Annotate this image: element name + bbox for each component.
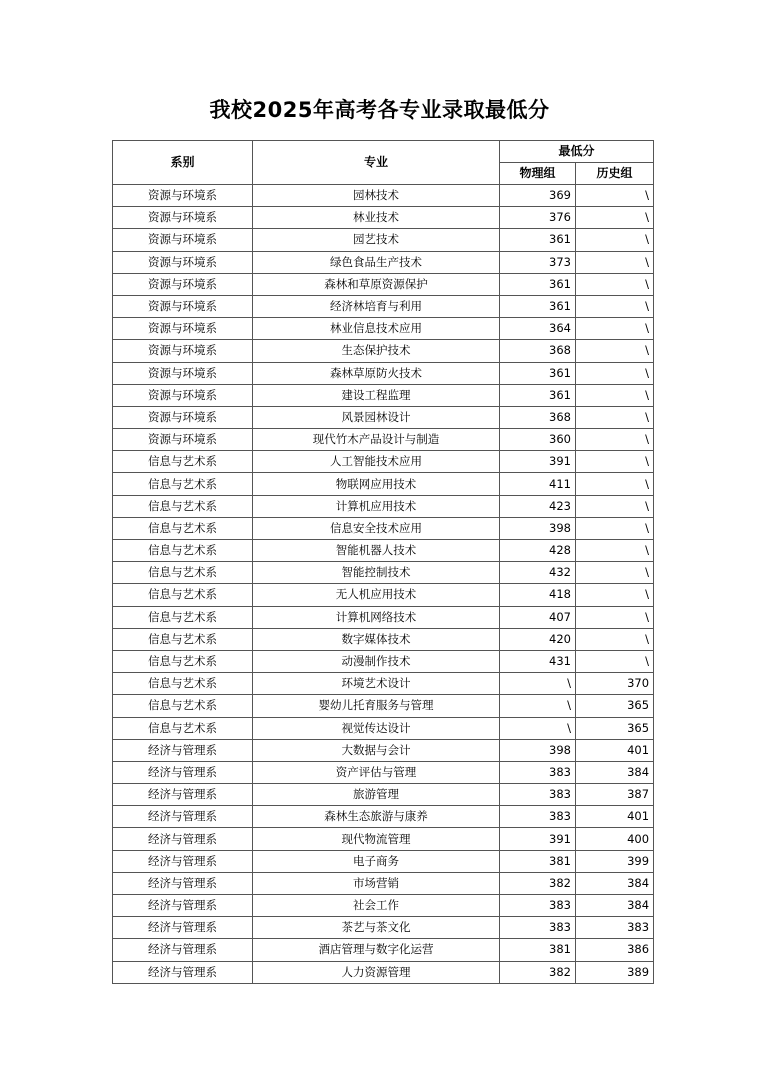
physics-score-cell: 373 [500, 251, 576, 273]
physics-score-cell: 361 [500, 273, 576, 295]
history-score-cell: \ [576, 451, 654, 473]
dept-cell: 资源与环境系 [113, 384, 253, 406]
history-score-cell: \ [576, 650, 654, 672]
table-row [113, 406, 654, 428]
dept-cell: 信息与艺术系 [113, 673, 253, 695]
major-cell: 森林和草原资源保护 [253, 273, 500, 295]
physics-score-cell: 423 [500, 495, 576, 517]
table-row [113, 295, 654, 317]
dept-cell: 经济与管理系 [113, 761, 253, 783]
history-score-cell: \ [576, 584, 654, 606]
physics-score-cell: 420 [500, 628, 576, 650]
dept-cell: 资源与环境系 [113, 340, 253, 362]
history-score-cell: 386 [576, 939, 654, 961]
physics-score-cell: 364 [500, 318, 576, 340]
history-score-cell: \ [576, 229, 654, 251]
table-row [113, 828, 654, 850]
major-cell: 数字媒体技术 [253, 628, 500, 650]
table-row [113, 650, 654, 672]
major-cell: 资产评估与管理 [253, 761, 500, 783]
major-cell: 酒店管理与数字化运营 [253, 939, 500, 961]
table-row [113, 961, 654, 983]
history-score-cell: 384 [576, 872, 654, 894]
page-title: 我校2025年高考各专业录取最低分 [209, 98, 550, 122]
table-row [113, 273, 654, 295]
major-cell: 森林草原防火技术 [253, 362, 500, 384]
dept-cell: 经济与管理系 [113, 739, 253, 761]
major-cell: 绿色食品生产技术 [253, 251, 500, 273]
dept-cell: 信息与艺术系 [113, 473, 253, 495]
history-score-cell: 387 [576, 784, 654, 806]
table-row [113, 673, 654, 695]
history-score-cell: \ [576, 406, 654, 428]
dept-cell: 信息与艺术系 [113, 540, 253, 562]
dept-cell: 经济与管理系 [113, 961, 253, 983]
history-score-cell: 401 [576, 739, 654, 761]
history-score-cell: 389 [576, 961, 654, 983]
dept-cell: 资源与环境系 [113, 362, 253, 384]
dept-cell: 资源与环境系 [113, 429, 253, 451]
dept-cell: 信息与艺术系 [113, 517, 253, 539]
physics-score-cell: 368 [500, 340, 576, 362]
major-cell: 人工智能技术应用 [253, 451, 500, 473]
table-row [113, 761, 654, 783]
major-cell: 林业技术 [253, 207, 500, 229]
history-score-cell: \ [576, 473, 654, 495]
major-cell: 建设工程监理 [253, 384, 500, 406]
table-row [113, 895, 654, 917]
dept-cell: 信息与艺术系 [113, 584, 253, 606]
header-history: 历史组 [576, 163, 654, 185]
major-cell: 智能控制技术 [253, 562, 500, 584]
major-cell: 社会工作 [253, 895, 500, 917]
admission-score-table [112, 140, 654, 984]
table-row [113, 451, 654, 473]
major-cell: 婴幼儿托育服务与管理 [253, 695, 500, 717]
history-score-cell: \ [576, 362, 654, 384]
dept-cell: 资源与环境系 [113, 251, 253, 273]
major-cell: 茶艺与茶文化 [253, 917, 500, 939]
dept-cell: 资源与环境系 [113, 406, 253, 428]
history-score-cell: \ [576, 495, 654, 517]
history-score-cell: \ [576, 429, 654, 451]
major-cell: 动漫制作技术 [253, 650, 500, 672]
table-row [113, 939, 654, 961]
major-cell: 视觉传达设计 [253, 717, 500, 739]
table-row [113, 229, 654, 251]
table-row [113, 806, 654, 828]
history-score-cell: \ [576, 251, 654, 273]
major-cell: 环境艺术设计 [253, 673, 500, 695]
table-row [113, 717, 654, 739]
history-score-cell: \ [576, 185, 654, 207]
major-cell: 大数据与会计 [253, 739, 500, 761]
dept-cell: 资源与环境系 [113, 207, 253, 229]
major-cell: 现代物流管理 [253, 828, 500, 850]
dept-cell: 信息与艺术系 [113, 695, 253, 717]
dept-cell: 资源与环境系 [113, 229, 253, 251]
dept-cell: 经济与管理系 [113, 850, 253, 872]
major-cell: 物联网应用技术 [253, 473, 500, 495]
physics-score-cell: 398 [500, 517, 576, 539]
physics-score-cell: \ [500, 695, 576, 717]
physics-score-cell: 381 [500, 850, 576, 872]
physics-score-cell: 383 [500, 761, 576, 783]
physics-score-cell: 383 [500, 917, 576, 939]
history-score-cell: 365 [576, 717, 654, 739]
physics-score-cell: 361 [500, 362, 576, 384]
major-cell: 风景园林设计 [253, 406, 500, 428]
table-row [113, 739, 654, 761]
physics-score-cell: 376 [500, 207, 576, 229]
history-score-cell: \ [576, 628, 654, 650]
dept-cell: 经济与管理系 [113, 895, 253, 917]
major-cell: 森林生态旅游与康养 [253, 806, 500, 828]
dept-cell: 经济与管理系 [113, 917, 253, 939]
physics-score-cell: 391 [500, 828, 576, 850]
dept-cell: 信息与艺术系 [113, 606, 253, 628]
dept-cell: 资源与环境系 [113, 273, 253, 295]
history-score-cell: 399 [576, 850, 654, 872]
dept-cell: 资源与环境系 [113, 295, 253, 317]
history-score-cell: \ [576, 540, 654, 562]
physics-score-cell: 432 [500, 562, 576, 584]
table-row [113, 584, 654, 606]
history-score-cell: 365 [576, 695, 654, 717]
major-cell: 计算机应用技术 [253, 495, 500, 517]
physics-score-cell: 383 [500, 895, 576, 917]
table-row [113, 695, 654, 717]
header-physics: 物理组 [500, 163, 576, 185]
table-row [113, 628, 654, 650]
dept-cell: 资源与环境系 [113, 185, 253, 207]
table-row [113, 207, 654, 229]
major-cell: 生态保护技术 [253, 340, 500, 362]
header-dept: 系别 [113, 141, 253, 185]
table-row [113, 251, 654, 273]
table-row [113, 517, 654, 539]
history-score-cell: \ [576, 606, 654, 628]
table-row [113, 917, 654, 939]
dept-cell: 信息与艺术系 [113, 451, 253, 473]
physics-score-cell: 382 [500, 872, 576, 894]
history-score-cell: 400 [576, 828, 654, 850]
dept-cell: 信息与艺术系 [113, 717, 253, 739]
dept-cell: 信息与艺术系 [113, 562, 253, 584]
table-row [113, 429, 654, 451]
table-body [113, 185, 654, 984]
major-cell: 无人机应用技术 [253, 584, 500, 606]
major-cell: 市场营销 [253, 872, 500, 894]
physics-score-cell: 428 [500, 540, 576, 562]
physics-score-cell: 361 [500, 295, 576, 317]
physics-score-cell: 361 [500, 229, 576, 251]
physics-score-cell: 431 [500, 650, 576, 672]
major-cell: 园艺技术 [253, 229, 500, 251]
history-score-cell: 401 [576, 806, 654, 828]
history-score-cell: 384 [576, 761, 654, 783]
table-row [113, 362, 654, 384]
dept-cell: 信息与艺术系 [113, 650, 253, 672]
major-cell: 智能机器人技术 [253, 540, 500, 562]
physics-score-cell: 368 [500, 406, 576, 428]
table-row [113, 473, 654, 495]
physics-score-cell: \ [500, 717, 576, 739]
history-score-cell: \ [576, 562, 654, 584]
major-cell: 计算机网络技术 [253, 606, 500, 628]
header-min-score: 最低分 [500, 141, 654, 163]
table-row [113, 850, 654, 872]
physics-score-cell: \ [500, 673, 576, 695]
table-row [113, 540, 654, 562]
physics-score-cell: 381 [500, 939, 576, 961]
table-row [113, 340, 654, 362]
physics-score-cell: 383 [500, 784, 576, 806]
dept-cell: 经济与管理系 [113, 828, 253, 850]
table-row [113, 318, 654, 340]
history-score-cell: 370 [576, 673, 654, 695]
history-score-cell: \ [576, 340, 654, 362]
major-cell: 园林技术 [253, 185, 500, 207]
header-major: 专业 [253, 141, 500, 185]
major-cell: 现代竹木产品设计与制造 [253, 429, 500, 451]
physics-score-cell: 418 [500, 584, 576, 606]
physics-score-cell: 398 [500, 739, 576, 761]
history-score-cell: 383 [576, 917, 654, 939]
dept-cell: 经济与管理系 [113, 939, 253, 961]
dept-cell: 资源与环境系 [113, 318, 253, 340]
history-score-cell: \ [576, 384, 654, 406]
physics-score-cell: 391 [500, 451, 576, 473]
table-row [113, 562, 654, 584]
dept-cell: 经济与管理系 [113, 872, 253, 894]
table-row [113, 185, 654, 207]
history-score-cell: \ [576, 517, 654, 539]
table-row [113, 784, 654, 806]
physics-score-cell: 360 [500, 429, 576, 451]
history-score-cell: \ [576, 318, 654, 340]
major-cell: 旅游管理 [253, 784, 500, 806]
physics-score-cell: 382 [500, 961, 576, 983]
table-row [113, 384, 654, 406]
physics-score-cell: 407 [500, 606, 576, 628]
major-cell: 信息安全技术应用 [253, 517, 500, 539]
dept-cell: 经济与管理系 [113, 806, 253, 828]
physics-score-cell: 411 [500, 473, 576, 495]
dept-cell: 经济与管理系 [113, 784, 253, 806]
table-row [113, 872, 654, 894]
physics-score-cell: 369 [500, 185, 576, 207]
table-row [113, 606, 654, 628]
history-score-cell: \ [576, 273, 654, 295]
major-cell: 人力资源管理 [253, 961, 500, 983]
dept-cell: 信息与艺术系 [113, 495, 253, 517]
major-cell: 林业信息技术应用 [253, 318, 500, 340]
history-score-cell: 384 [576, 895, 654, 917]
physics-score-cell: 361 [500, 384, 576, 406]
history-score-cell: \ [576, 207, 654, 229]
physics-score-cell: 383 [500, 806, 576, 828]
major-cell: 电子商务 [253, 850, 500, 872]
history-score-cell: \ [576, 295, 654, 317]
table-row [113, 495, 654, 517]
dept-cell: 信息与艺术系 [113, 628, 253, 650]
major-cell: 经济林培育与利用 [253, 295, 500, 317]
